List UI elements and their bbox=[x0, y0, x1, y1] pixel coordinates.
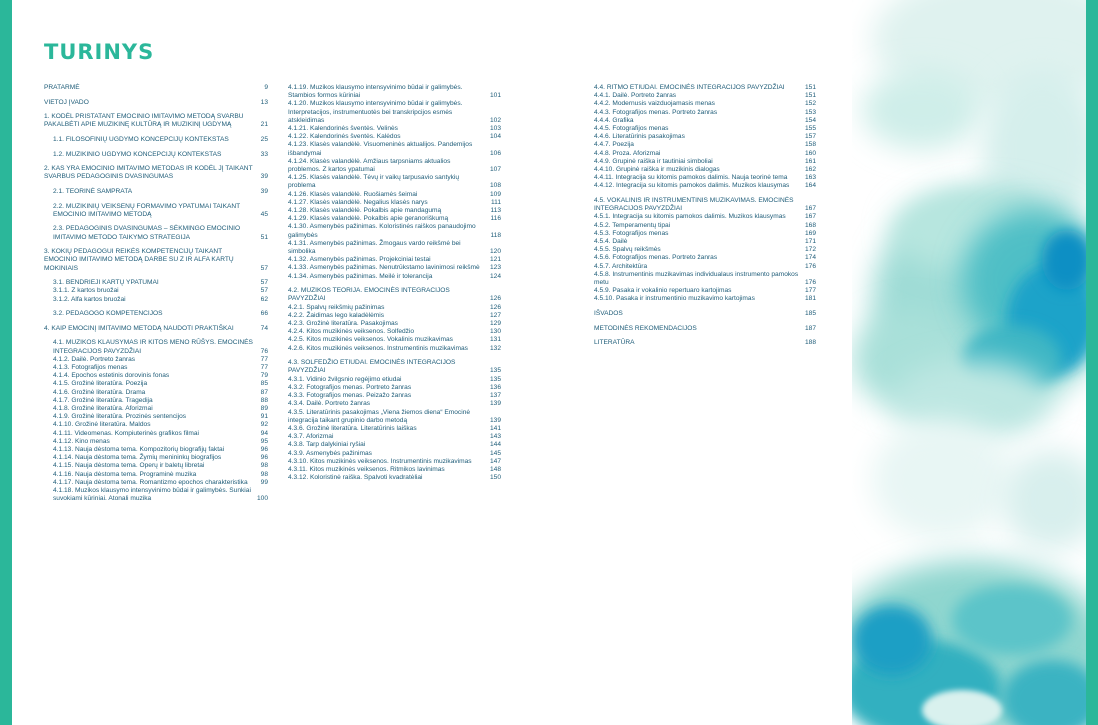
toc-entry-title: 3.2. PEDAGOGO KOMPETENCIJOS bbox=[53, 310, 163, 318]
toc-entry[interactable] bbox=[44, 405, 268, 413]
toc-entry-title: 4.1.9. Grožinė literatūra. Prozinės sentencijos bbox=[53, 413, 187, 421]
toc-entry[interactable] bbox=[44, 446, 268, 454]
toc-entry[interactable] bbox=[288, 450, 501, 458]
toc-entry-title: 4.3.12. Koloristinė raiška. Spalvoti kvadratėliai bbox=[288, 474, 423, 482]
toc-entry-title: 4.5.10. Pasaka ir instrumentinio muzikavimo kartojimas bbox=[594, 295, 755, 303]
toc-entry-title: 4.2.1. Spalvų reikšmių pažinimas bbox=[288, 303, 385, 311]
toc-entry-page: 132 bbox=[489, 344, 501, 352]
toc-entry[interactable] bbox=[288, 384, 501, 392]
toc-entry-title: 4.1.30. Asmenybės pažinimas. Koloristinės raiškos panaudojimo galimybės bbox=[288, 223, 476, 239]
toc-entry-title: LITERATŪRA bbox=[594, 339, 635, 347]
toc-entry-page: 108 bbox=[489, 182, 501, 190]
toc-entry[interactable] bbox=[288, 336, 501, 344]
toc-entry[interactable] bbox=[44, 479, 268, 487]
toc-entry-page: 116 bbox=[490, 215, 501, 223]
toc-entry-page: 130 bbox=[489, 328, 501, 336]
toc-entry-title: 4.4.4. Grafika bbox=[594, 116, 634, 124]
toc-entry-title: 4.1.13. Nauja dėstoma tema. Kompozitorių biografijų faktai bbox=[53, 445, 225, 453]
toc-entry[interactable] bbox=[288, 474, 501, 482]
toc-entry[interactable] bbox=[44, 188, 268, 196]
toc-entry[interactable] bbox=[288, 215, 501, 223]
toc-entry[interactable] bbox=[594, 166, 816, 174]
toc-entry-title: 4.5.2. Temperamentų tipai bbox=[594, 221, 671, 229]
toc-entry-title: 4.4.1. Dailė. Portreto žanras bbox=[594, 92, 677, 100]
toc-entry[interactable] bbox=[288, 133, 501, 141]
toc-entry[interactable] bbox=[288, 328, 501, 336]
toc-entry[interactable] bbox=[594, 92, 816, 100]
toc-entry-page: 113 bbox=[490, 207, 501, 215]
toc-entry-title: 2.3. PEDAGOGINIS DVASINGUMAS – SĖKMINGO EMOCINIO IMITAVIMO METODO TAIKYMO STRATEGIJA bbox=[53, 225, 241, 241]
toc-entry-title: 2.1. TEORINĖ SAMPRATA bbox=[53, 187, 133, 195]
toc-entry[interactable] bbox=[594, 238, 816, 246]
toc-entry-page: 145 bbox=[489, 449, 501, 457]
toc-entry-page: 79 bbox=[260, 372, 268, 380]
toc-entry-page: 127 bbox=[489, 311, 501, 319]
toc-entry-page: 161 bbox=[804, 157, 816, 165]
toc-entry-title: 1.1. FILOSOFINIŲ UGDYMO KONCEPCIJŲ KONTEKSTAS bbox=[53, 135, 229, 143]
toc-entry-page: 139 bbox=[489, 400, 501, 408]
toc-entry-page: 123 bbox=[489, 264, 501, 272]
toc-entry[interactable] bbox=[288, 320, 501, 328]
toc-entry-title: 4.1.16. Nauja dėstoma tema. Programinė muzika bbox=[53, 470, 197, 478]
toc-entry-page: 163 bbox=[804, 174, 816, 182]
toc-entry-title: 3. KOKIŲ PEDAGOGUI REIKĖS KOMPETENCIJŲ TAIKANT EMOCINIO IMITAVIMO METODĄ DARBE SU Z IR ALFA KARTŲ MOKINIAIS bbox=[44, 248, 234, 272]
toc-entry[interactable] bbox=[44, 462, 268, 470]
toc-entry-title: 4.5.7. Architektūra bbox=[594, 262, 648, 270]
toc-entry-page: 45 bbox=[260, 210, 268, 218]
toc-entry[interactable] bbox=[288, 345, 501, 353]
toc-entry-page: 131 bbox=[489, 336, 501, 344]
toc-entry-page: 136 bbox=[489, 383, 501, 391]
toc-entry-title: 4.1.11. Videomenas. Kompiuterinės grafikos filmai bbox=[53, 429, 199, 437]
toc-entry-title: 4.1.27. Klasės valandėlė. Negalius klasės narys bbox=[288, 198, 428, 206]
toc-entry[interactable] bbox=[44, 136, 268, 144]
toc-entry-page: 62 bbox=[260, 295, 268, 303]
toc-entry-title: 3.1. BENDRIEJI KARTŲ YPATUMAI bbox=[53, 279, 159, 287]
toc-entry-title: 4.2.5. Kitos muzikinės veiksenos. Vokalinis muzikavimas bbox=[288, 336, 453, 344]
toc-entry-page: 174 bbox=[804, 254, 816, 262]
toc-entry-title: 4.5.1. Integracija su kitomis pamokos dalimis. Muzikos klausymas bbox=[594, 213, 786, 221]
toc-entry-title: 4.5.3. Fotografijos menas bbox=[594, 229, 669, 237]
toc-entry[interactable] bbox=[288, 240, 501, 256]
toc-entry[interactable] bbox=[44, 397, 268, 405]
toc-entry[interactable] bbox=[288, 392, 501, 400]
toc-entry-title: 4.1.10. Grožinė literatūra. Maldos bbox=[53, 421, 151, 429]
toc-entry[interactable] bbox=[288, 287, 501, 303]
toc-entry[interactable] bbox=[288, 141, 501, 157]
toc-entry-title: 4.4.8. Proza. Aforizmai bbox=[594, 149, 661, 157]
toc-entry-title: 4.1.23. Klasės valandėlė. Visuomeninės aktualijos. Pandemijos išbandymai bbox=[288, 141, 473, 157]
toc-entry-title: 4.1.33. Asmenybės pažinimas. Nenutrūkstamo lavinimosi reikšmė bbox=[288, 264, 480, 272]
toc-column-1 bbox=[44, 84, 268, 503]
toc-entry-title: 4.3.7. Aforizmai bbox=[288, 433, 334, 441]
toc-entry[interactable] bbox=[594, 84, 816, 92]
toc-entry-title: 4.1.4. Epochos estetinis dorovinis fonas bbox=[53, 372, 170, 380]
toc-entry-title: 4.3.2. Fotografijos menas. Portreto žanras bbox=[288, 383, 412, 391]
toc-entry-page: 109 bbox=[489, 190, 501, 198]
toc-entry-page: 185 bbox=[804, 310, 816, 318]
toc-entry[interactable] bbox=[288, 199, 501, 207]
toc-entry[interactable] bbox=[594, 254, 816, 262]
toc-entry[interactable] bbox=[288, 400, 501, 408]
toc-entry-title: 4.1.15. Nauja dėstoma tema. Operų ir baletų libretai bbox=[53, 462, 205, 470]
toc-entry[interactable] bbox=[44, 99, 268, 107]
toc-entry[interactable] bbox=[288, 256, 501, 264]
toc-entry-page: 107 bbox=[489, 166, 501, 174]
toc-entry[interactable] bbox=[44, 372, 268, 380]
toc-entry[interactable] bbox=[594, 246, 816, 254]
toc-entry-page: 150 bbox=[489, 474, 501, 482]
toc-entry-page: 76 bbox=[260, 347, 268, 355]
toc-entry[interactable] bbox=[44, 487, 268, 503]
toc-entry-page: 121 bbox=[489, 256, 501, 264]
toc-entry-title: 4.4.3. Fotografijos menas. Portreto žanras bbox=[594, 108, 718, 116]
toc-entry-title: 4.4.7. Poezija bbox=[594, 141, 634, 149]
toc-entry-title: 4.1.14. Nauja dėstoma tema. Žymių menininkų biografijos bbox=[53, 454, 222, 462]
toc-entry-page: 187 bbox=[804, 324, 816, 332]
toc-entry[interactable] bbox=[594, 287, 816, 295]
toc-entry[interactable] bbox=[594, 133, 816, 141]
toc-entry-title: 4.1.22. Kalendorinės šventės. Kalėdos bbox=[288, 133, 401, 141]
toc-entry-page: 92 bbox=[260, 421, 268, 429]
toc-entry-title: 4.1.19. Muzikos klausymo intensyvinimo būdai ir galimybės. Stambios formos kūriniai bbox=[288, 84, 463, 100]
toc-entry-page: 74 bbox=[260, 324, 268, 332]
toc-entry[interactable] bbox=[288, 433, 501, 441]
toc-entry-page: 160 bbox=[804, 149, 816, 157]
toc-entry[interactable] bbox=[44, 413, 268, 421]
toc-column-3 bbox=[594, 84, 816, 347]
toc-entry[interactable] bbox=[44, 310, 268, 318]
toc-entry[interactable] bbox=[594, 158, 816, 166]
toc-entry-page: 148 bbox=[489, 465, 501, 473]
toc-entry-page: 188 bbox=[804, 339, 816, 347]
toc-entry-page: 91 bbox=[260, 413, 268, 421]
toc-entry-title: 4.1.32. Asmenybės pažinimas. Projekciniai testai bbox=[288, 256, 431, 264]
toc-entry-title: 4.1.17. Nauja dėstoma tema. Romantizmo epochos charakteristika bbox=[53, 478, 248, 486]
toc-entry-page: 153 bbox=[804, 108, 816, 116]
toc-entry[interactable] bbox=[44, 471, 268, 479]
toc-entry[interactable] bbox=[288, 125, 501, 133]
toc-entry-page: 137 bbox=[489, 392, 501, 400]
toc-entry-page: 21 bbox=[260, 121, 268, 129]
toc-entry-title: 4.4.5. Fotografijos menas bbox=[594, 125, 669, 133]
toc-entry-page: 39 bbox=[260, 187, 268, 195]
toc-entry-page: 169 bbox=[804, 229, 816, 237]
toc-entry-page: 94 bbox=[260, 429, 268, 437]
toc-entry-page: 135 bbox=[489, 367, 501, 375]
toc-entry-page: 57 bbox=[260, 264, 268, 272]
toc-entry[interactable] bbox=[44, 279, 268, 287]
toc-entry-title: 4.5.5. Spalvų reikšmės bbox=[594, 246, 661, 254]
toc-entry-page: 57 bbox=[260, 279, 268, 287]
toc-entry[interactable] bbox=[44, 380, 268, 388]
toc-entry-title: 4.3.1. Vidinio žvilgsnio regėjimo etiudai bbox=[288, 375, 402, 383]
toc-entry[interactable] bbox=[288, 207, 501, 215]
toc-entry-page: 13 bbox=[260, 98, 268, 106]
toc-entry[interactable] bbox=[44, 421, 268, 429]
toc-entry-title: 4.2.4. Kitos muzikinės veiksenos. Solfedžio bbox=[288, 328, 415, 336]
toc-entry-title: 4.1.29. Klasės valandėlė. Pokalbis apie geranoriškumą bbox=[288, 215, 449, 223]
toc-entry[interactable] bbox=[44, 84, 268, 92]
toc-entry-page: 120 bbox=[489, 248, 501, 256]
toc-entry-title: VIETOJ ĮVADO bbox=[44, 98, 89, 106]
toc-entry[interactable] bbox=[44, 113, 268, 129]
toc-entry[interactable] bbox=[594, 174, 816, 182]
toc-entry-page: 167 bbox=[804, 213, 816, 221]
toc-entry-page: 102 bbox=[489, 116, 501, 124]
toc-entry[interactable] bbox=[594, 325, 816, 333]
toc-entry-page: 106 bbox=[489, 149, 501, 157]
toc-entry[interactable] bbox=[288, 223, 501, 239]
toc-entry-page: 87 bbox=[260, 388, 268, 396]
toc-entry[interactable] bbox=[594, 339, 816, 347]
toc-entry[interactable] bbox=[44, 151, 268, 159]
toc-entry-title: 4.1.34. Asmenybės pažinimas. Meilė ir tolerancija bbox=[288, 272, 433, 280]
toc-entry[interactable] bbox=[288, 441, 501, 449]
toc-entry-page: 85 bbox=[260, 380, 268, 388]
watercolor-decoration bbox=[852, 0, 1086, 725]
toc-entry-page: 99 bbox=[260, 478, 268, 486]
toc-entry-title: 4.1.7. Grožinė literatūra. Tragedija bbox=[53, 396, 153, 404]
toc-entry[interactable] bbox=[594, 182, 816, 190]
toc-entry-page: 88 bbox=[260, 396, 268, 404]
toc-entry-title: 4.1.2. Dailė. Portreto žanras bbox=[53, 355, 136, 363]
toc-entry[interactable] bbox=[44, 454, 268, 462]
toc-entry-page: 51 bbox=[260, 233, 268, 241]
toc-entry[interactable] bbox=[288, 191, 501, 199]
toc-entry[interactable] bbox=[594, 310, 816, 318]
toc-entry-title: 4.4.12. Integracija su kitomis pamokos dalimis. Muzikos klausymas bbox=[594, 182, 790, 190]
toc-entry-page: 39 bbox=[260, 173, 268, 181]
toc-entry[interactable] bbox=[44, 339, 268, 355]
toc-entry-page: 152 bbox=[804, 100, 816, 108]
toc-entry[interactable] bbox=[288, 264, 501, 272]
toc-entry[interactable] bbox=[44, 364, 268, 372]
toc-entry[interactable] bbox=[44, 389, 268, 397]
toc-entry[interactable] bbox=[288, 273, 501, 281]
toc-entry-page: 144 bbox=[489, 441, 501, 449]
watercolor-art bbox=[852, 0, 1086, 725]
toc-entry-title: 4.2. MUZIKOS TEORIJA. EMOCINĖS INTEGRACIJOS PAVYZDŽIAI bbox=[288, 287, 450, 303]
toc-entry[interactable] bbox=[288, 425, 501, 433]
toc-entry-title: 2. KAS YRA EMOCINIO IMITAVIMO METODAS IR KODĖL JĮ TAIKANT SVARBUS PEDAGOGINIS DVASINGUMAS bbox=[44, 165, 253, 181]
toc-entry-title: 2.2. MUZIKINIŲ VEIKSENŲ FORMAVIMO YPATUMAI TAIKANT EMOCINIO IMITAVIMO METODĄ bbox=[53, 202, 241, 218]
toc-entry-title: 4.1.24. Klasės valandėlė. Amžiaus tarpsniams aktualios problemos. Z kartos ypatumai bbox=[288, 157, 451, 174]
toc-entry-title: IŠVADOS bbox=[594, 310, 623, 318]
toc-entry[interactable] bbox=[288, 466, 501, 474]
left-border-strip bbox=[0, 0, 12, 725]
toc-entry-page: 177 bbox=[804, 287, 816, 295]
toc-entry-title: 4.4.9. Grupinė raiška ir tautiniai simboliai bbox=[594, 157, 713, 165]
toc-entry-title: 4.1.3. Fotografijos menas bbox=[53, 363, 128, 371]
toc-entry[interactable] bbox=[594, 230, 816, 238]
toc-entry-title: METODINĖS REKOMENDACIJOS bbox=[594, 324, 697, 332]
toc-entry-title: 4.2.2. Žaidimas lego kaladėlėmis bbox=[288, 311, 385, 319]
toc-entry-title: 4.1.12. Kino menas bbox=[53, 437, 110, 445]
toc-entry-title: 4.3.9. Asmenybės pažinimas bbox=[288, 449, 372, 457]
toc-entry-page: 66 bbox=[260, 310, 268, 318]
toc-entry-page: 9 bbox=[264, 84, 268, 91]
toc-entry-page: 104 bbox=[489, 133, 501, 141]
page-title: TURINYS bbox=[44, 40, 155, 64]
toc-entry-title: 3.1.1. Z kartos bruožai bbox=[53, 287, 119, 295]
toc-column-2 bbox=[288, 84, 501, 482]
toc-entry-page: 77 bbox=[260, 355, 268, 363]
toc-entry[interactable] bbox=[288, 304, 501, 312]
toc-entry-title: 4.3.8. Tarp dalykiniai ryšiai bbox=[288, 441, 366, 449]
toc-entry[interactable] bbox=[44, 296, 268, 304]
toc-entry-title: 4.1.5. Grožinė literatūra. Poezija bbox=[53, 380, 148, 388]
toc-entry-title: 4.3.10. Kitos muzikinės veiksenos. Instrumentinis muzikavimas bbox=[288, 457, 472, 465]
toc-entry-page: 135 bbox=[489, 375, 501, 383]
toc-entry[interactable] bbox=[594, 213, 816, 221]
toc-entry-title: 1.2. MUZIKINIO UGDYMO KONCEPCIJŲ KONTEKSTAS bbox=[53, 150, 222, 158]
toc-entry[interactable] bbox=[594, 295, 816, 303]
toc-entry-page: 139 bbox=[489, 416, 501, 424]
toc-entry[interactable] bbox=[594, 150, 816, 158]
toc-entry[interactable] bbox=[288, 376, 501, 384]
toc-entry[interactable] bbox=[594, 222, 816, 230]
toc-entry-page: 98 bbox=[260, 470, 268, 478]
toc-entry-page: 168 bbox=[804, 221, 816, 229]
toc-entry[interactable] bbox=[594, 263, 816, 271]
toc-entry-title: 4.3.6. Grožinė literatūra. Literatūrinis laiškas bbox=[288, 424, 417, 432]
toc-entry-page: 176 bbox=[804, 262, 816, 270]
toc-entry[interactable] bbox=[44, 287, 268, 295]
toc-entry[interactable] bbox=[44, 356, 268, 364]
toc-entry-title: 4.5.4. Dailė bbox=[594, 238, 628, 246]
toc-entry-title: 4.4. RITMO ETIUDAI. EMOCINĖS INTEGRACIJOS PAVYZDŽIAI bbox=[594, 84, 785, 91]
toc-entry[interactable] bbox=[594, 125, 816, 133]
toc-entry-page: 141 bbox=[489, 424, 501, 432]
toc-entry-page: 171 bbox=[804, 238, 816, 246]
toc-entry-page: 96 bbox=[260, 445, 268, 453]
toc-entry-page: 57 bbox=[260, 287, 268, 295]
toc-entry-title: 4.1.6. Grožinė literatūra. Drama bbox=[53, 388, 146, 396]
toc-entry-title: 4.4.11. Integracija su kitomis pamokos dalimis. Nauja teorinė tema bbox=[594, 174, 788, 182]
toc-entry-title: 1. KODĖL PRISTATANT EMOCINIO IMITAVIMO METODĄ SVARBU PAKALBĖTI APIE MUZIKINĘ KULTŪRĄ IR MUZIKINĮ UGDYMĄ bbox=[44, 113, 244, 129]
right-border-strip bbox=[1086, 0, 1098, 725]
toc-entry-page: 89 bbox=[260, 404, 268, 412]
toc-entry-title: 4.4.2. Modernusis vaizduojamasis menas bbox=[594, 100, 715, 108]
toc-entry-title: 4.1.25. Klasės valandėlė. Tėvų ir vaikų tarpusavio santykių problema bbox=[288, 174, 460, 190]
toc-entry-page: 147 bbox=[489, 457, 501, 465]
toc-entry-title: 3.1.2. Alfa kartos bruožai bbox=[53, 295, 126, 303]
toc-entry[interactable] bbox=[594, 100, 816, 108]
toc-entry-title: 4.4.6. Literatūrinis pasakojimas bbox=[594, 133, 685, 141]
toc-entry[interactable] bbox=[44, 225, 268, 241]
toc-entry-page: 25 bbox=[260, 135, 268, 143]
toc-entry[interactable] bbox=[288, 158, 501, 174]
toc-entry-page: 162 bbox=[804, 166, 816, 174]
toc-entry-title: 4.1.31. Asmenybės pažinimas. Žmogaus vardo reikšmė bei simbolika bbox=[288, 239, 461, 256]
toc-entry-title: 4.1.20. Muzikos klausymo intensyvinimo būdai ir galimybės. Interpretacijos, instrumentuotės bei transkripcijos esmės atskleidimas bbox=[288, 100, 463, 124]
toc-entry-title: 4.1.28. Klasės valandėlė. Pokalbis apie mandagumą bbox=[288, 207, 442, 215]
toc-entry-title: 4.3.4. Dailė. Portreto žanras bbox=[288, 400, 371, 408]
toc-entry-page: 98 bbox=[260, 462, 268, 470]
toc-entry-title: 4.5.6. Fotografijos menas. Portreto žanras bbox=[594, 254, 718, 262]
toc-entry[interactable] bbox=[288, 174, 501, 190]
toc-entry-page: 176 bbox=[804, 279, 816, 287]
toc-entry[interactable] bbox=[594, 117, 816, 125]
toc-entry-title: 4. KAIP EMOCINĮ IMITAVIMO METODĄ NAUDOTI PRAKTIŠKAI bbox=[44, 324, 234, 332]
toc-entry[interactable] bbox=[288, 100, 501, 125]
toc-entry[interactable] bbox=[288, 409, 501, 425]
toc-entry-title: 4.5.9. Pasaka ir vokalinio repertuaro kartojimas bbox=[594, 287, 732, 295]
toc-entry[interactable] bbox=[44, 438, 268, 446]
toc-entry-page: 111 bbox=[490, 198, 501, 206]
toc-entry-page: 154 bbox=[804, 116, 816, 124]
toc-entry[interactable] bbox=[44, 203, 268, 219]
toc-entry-page: 129 bbox=[489, 320, 501, 328]
toc-entry-title: 4.3.5. Literatūrinis pasakojimas „Viena žiemos diena“ Emocinė integracija taikant grupinio darbo metodą bbox=[288, 408, 471, 424]
toc-entry-page: 151 bbox=[804, 92, 816, 100]
toc-entry[interactable] bbox=[44, 165, 268, 181]
toc-entry-title: 4.1.18. Muzikos klausymo intensyvinimo būdai ir galimybės. Sunkiai suvokiami kūriniai. Atonali muzika bbox=[53, 487, 251, 503]
toc-entry-page: 143 bbox=[489, 433, 501, 441]
toc-entry-page: 103 bbox=[489, 125, 501, 133]
toc-entry-title: 4.5. VOKALINIS IR INSTRUMENTINIS MUZIKAVIMAS. EMOCINĖS INTEGRACIJOS PAVYZDŽIAI bbox=[594, 197, 794, 213]
toc-entry-page: 100 bbox=[256, 495, 268, 503]
toc-entry[interactable] bbox=[288, 312, 501, 320]
toc-entry-page: 77 bbox=[260, 363, 268, 371]
toc-entry[interactable] bbox=[288, 84, 501, 100]
toc-entry-page: 126 bbox=[489, 295, 501, 303]
toc-entry-page: 118 bbox=[490, 231, 501, 239]
toc-entry-title: 4.1.26. Klasės valandėlė. Ruošiamės šeimai bbox=[288, 190, 418, 198]
toc-entry[interactable] bbox=[594, 271, 816, 287]
toc-entry-page: 157 bbox=[804, 133, 816, 141]
toc-entry[interactable] bbox=[44, 430, 268, 438]
toc-entry-title: 4.3. SOLFEDŽIO ETIUDAI. EMOCINĖS INTEGRACIJOS PAVYZDŽIAI bbox=[288, 359, 456, 375]
toc-entry[interactable] bbox=[594, 109, 816, 117]
toc-entry-title: 4.2.6. Kitos muzikinės veiksenos. Instrumentinis muzikavimas bbox=[288, 344, 468, 352]
toc-entry-title: 4.4.10. Grupinė raiška ir muzikinis dialogas bbox=[594, 166, 720, 174]
toc-entry[interactable] bbox=[288, 359, 501, 375]
toc-entry-page: 181 bbox=[804, 295, 816, 303]
toc-entry-title: 4.1. MUZIKOS KLAUSYMAS IR KITOS MENO RŪŠYS. EMOCINĖS INTEGRACIJOS PAVYZDŽIAI bbox=[53, 339, 253, 355]
toc-entry-page: 151 bbox=[804, 84, 816, 91]
toc-entry-page: 124 bbox=[489, 272, 501, 280]
toc-entry-page: 172 bbox=[804, 246, 816, 254]
toc-entry-page: 95 bbox=[260, 437, 268, 445]
toc-entry[interactable] bbox=[44, 248, 268, 273]
toc-entry-page: 164 bbox=[804, 182, 816, 190]
toc-entry-title: 4.2.3. Grožinė literatūra. Pasakojimas bbox=[288, 320, 398, 328]
toc-entry-title: 4.3.3. Fotografijos menas. Peizažo žanras bbox=[288, 392, 412, 400]
toc-entry-page: 155 bbox=[804, 125, 816, 133]
toc-entry-title: PRATARMĖ bbox=[44, 84, 80, 91]
toc-entry[interactable] bbox=[594, 141, 816, 149]
toc-entry-page: 33 bbox=[260, 150, 268, 158]
toc-entry-page: 96 bbox=[260, 454, 268, 462]
toc-entry-page: 167 bbox=[804, 205, 816, 213]
toc-entry-title: 4.3.11. Kitos muzikinės veiksenos. Ritmikos lavinimas bbox=[288, 465, 445, 473]
toc-entry[interactable] bbox=[288, 458, 501, 466]
toc-entry-page: 126 bbox=[489, 303, 501, 311]
toc-entry[interactable] bbox=[44, 325, 268, 333]
toc-entry-page: 101 bbox=[489, 92, 501, 100]
toc-entry-title: 4.5.8. Instrumentinis muzikavimas individualaus instrumento pamokos metu bbox=[594, 270, 799, 287]
toc-entry[interactable] bbox=[594, 197, 816, 213]
toc-entry-title: 4.1.21. Kalendorinės šventės. Velinės bbox=[288, 125, 398, 133]
toc-entry-title: 4.1.8. Grožinė literatūra. Aforizmai bbox=[53, 404, 153, 412]
toc-entry-page: 158 bbox=[804, 141, 816, 149]
